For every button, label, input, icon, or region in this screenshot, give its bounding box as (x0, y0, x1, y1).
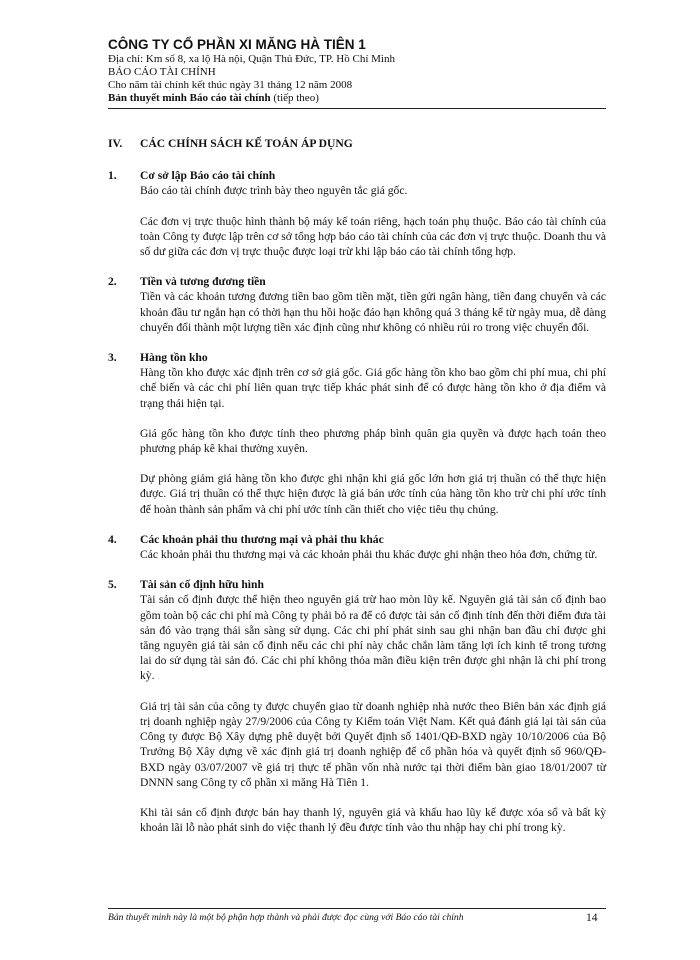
item-heading (108, 532, 606, 547)
page-number: 14 (586, 911, 598, 924)
item-heading (108, 274, 606, 289)
policy-item-3 (108, 350, 606, 517)
paragraph: Các đơn vị trực thuộc hình thành bộ máy kế toán riêng, hạch toán phụ thuộc. Báo cáo tài chính của toàn Công ty được lập trên cơ sở tổng hợp báo cáo tài chính của các đơn vị trực thuộc. Doanh thu và số dư giữa các đơn vị trực thuộc được loại trừ khi lập báo cáo tài chính tổng hợp. (140, 214, 606, 259)
paragraph: Dự phòng giảm giá hàng tồn kho được ghi nhận khi giá gốc lớn hơn giá trị thuần có thể thực hiện được. Giá trị thuần có thể thực hiện được là giá bán ước tính của hàng tồn kho trừ chi phí ước tính để hoàn thành sản phẩm và chi phí ước tính cần thiết cho việc tiêu thụ chúng. (140, 472, 606, 516)
item-title: Cơ sở lập Báo cáo tài chính (140, 169, 276, 183)
company-address: Địa chỉ: Km số 8, xa lộ Hà nội, Quận Thủ Đức, TP. Hồ Chí Minh (108, 53, 395, 65)
paragraph: Báo cáo tài chính được trình bày theo nguyên tắc giá gốc. (140, 184, 408, 198)
footer-divider (108, 908, 606, 909)
report-period: Cho năm tài chính kết thúc ngày 31 tháng 12 năm 2008 (108, 79, 353, 91)
item-number: 4. (108, 532, 117, 546)
document-body (108, 136, 606, 850)
item-number: 1. (108, 169, 117, 183)
policy-item-2 (108, 274, 606, 335)
paragraph: Giá trị tài sản của công ty được chuyển giao từ doanh nghiệp nhà nước theo Biên bản xác định giá trị doanh nghiệp ngày 27/9/2006 của Công ty Kiểm toán Việt Nam. Kết quả đánh giá lại tài sản của Công ty được Bộ Xây dựng phê duyệt bởi Quyết định số 1401/QĐ-BXD ngày 10/10/2006 của Bộ Trưởng Bộ Xây dựng về xác định giá trị doanh nghiệp để cổ phần hóa và quyết định số 960/QĐ-BXD ngày 03/07/2007 về giá trị thực tế phần vốn nhà nước tại thời điểm bàn giao 18/01/2007 từ DNNN sang Công ty cổ phần xi măng Hà Tiên 1. (140, 699, 606, 789)
section-heading (108, 136, 606, 151)
header-divider (108, 108, 606, 109)
item-number: 2. (108, 275, 117, 289)
item-number: 3. (108, 351, 117, 365)
report-title: BÁO CÁO TÀI CHÍNH (108, 66, 216, 78)
report-subtitle (108, 92, 628, 105)
policy-item-4 (108, 532, 606, 562)
paragraph: Khi tài sản cố định được bán hay thanh lý, nguyên giá và khấu hao lũy kế được xóa sổ và bất kỳ khoản lãi lỗ nào phát sinh do việc thanh lý đều được tính vào thu nhập hay chi phí trong kỳ. (140, 805, 606, 835)
footer-note: Bản thuyết minh này là một bộ phận hợp thành và phải được đọc cùng với Báo cáo tài chính (108, 912, 464, 923)
policy-item-1 (108, 168, 606, 259)
item-heading (108, 168, 606, 183)
section-number: IV. (108, 137, 123, 150)
item-title: Tiền và tương đương tiền (140, 275, 266, 289)
item-number: 5. (108, 578, 117, 592)
item-title: Tài sản cố định hữu hình (140, 578, 264, 592)
item-heading (108, 577, 606, 592)
paragraph: Tiền và các khoản tương đương tiền bao gồm tiền mặt, tiền gửi ngân hàng, tiền đang chuyển và các khoản đầu tư ngắn hạn có thời hạn thu hồi hoặc đáo hạn không quá 3 tháng kể từ ngày mua, dễ dàng chuyển đổi thành một lượng tiền xác định cũng như không có nhiều rủi ro trong việc chuyển đổi. (140, 290, 606, 334)
item-title: Hàng tồn kho (140, 351, 208, 365)
item-title: Các khoản phải thu thương mại và phải thu khác (140, 532, 384, 546)
company-name: CÔNG TY CỔ PHẦN XI MĂNG HÀ TIÊN 1 (108, 37, 366, 52)
report-subtitle-bold: Bản thuyết minh Báo cáo tài chính (108, 92, 271, 104)
page-header (108, 36, 628, 105)
paragraph: Giá gốc hàng tồn kho được tính theo phương pháp bình quân gia quyền và được hạch toán theo phương pháp kê khai thường xuyên. (140, 426, 606, 456)
paragraph: Hàng tồn kho được xác định trên cơ sở giá gốc. Giá gốc hàng tồn kho bao gồm chi phí mua, chi phí chế biến và các chi phí liên quan trực tiếp khác phát sinh để có được hàng tồn kho ở địa điểm và trạng thái hiện tại. (140, 366, 606, 410)
item-heading (108, 350, 606, 365)
paragraph: Các khoản phải thu thương mại và các khoản phải thu khác được ghi nhận theo hóa đơn, chứng từ. (140, 548, 598, 562)
section-title: CÁC CHÍNH SÁCH KẾ TOÁN ÁP DỤNG (140, 137, 353, 150)
paragraph: Tài sản cố định được thể hiện theo nguyên giá trừ hao mòn lũy kế. Nguyên giá tài sản cố định bao gồm toàn bộ các chi phí mà Công ty phải bỏ ra để có được tài sản cố định tính đến thời điểm đưa tài sản đó vào trạng thái sẵn sàng sử dụng. Các chi phí phát sinh sau ghi nhận ban đầu chỉ được ghi tăng nguyên giá tài sản cố định nếu các chi phí này chắc chắn làm tăng lợi ích kinh tế trong tương lai do sử dụng tài sản đó. Các chi phí không thỏa mãn điều kiện trên được ghi nhận là chi phí trong kỳ. (140, 593, 606, 683)
policy-item-5 (108, 577, 606, 835)
report-subtitle-rest: (tiếp theo) (270, 92, 319, 104)
